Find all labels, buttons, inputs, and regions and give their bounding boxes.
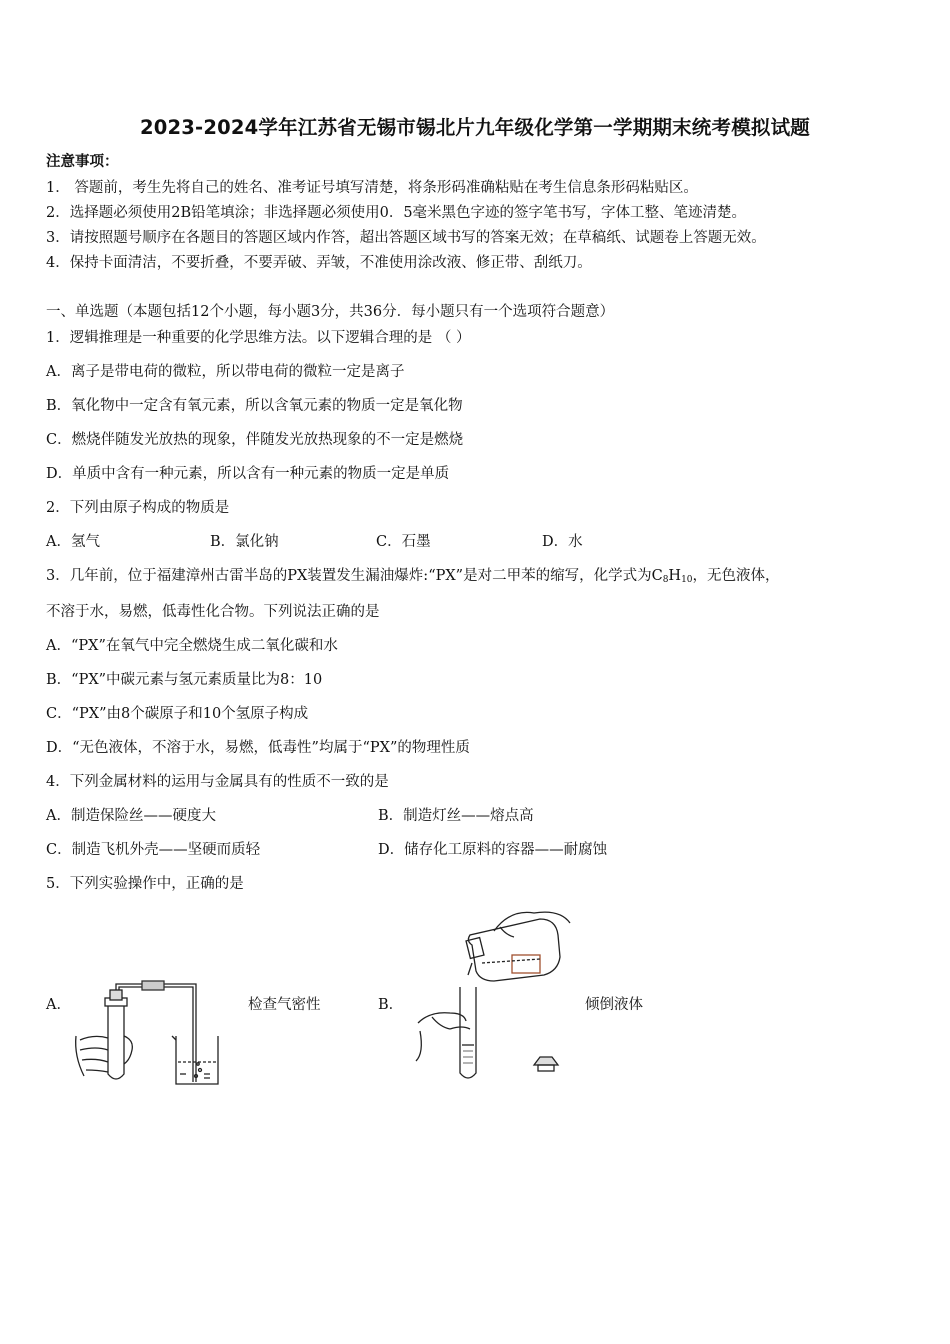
notice-item-3: 3．请按照题号顺序在各题目的答题区域内作答，超出答题区域书写的答案无效；在草稿纸、试题卷上答题无效。 <box>46 230 766 246</box>
q5-option-b-label: 倾倒液体 <box>585 997 643 1013</box>
q2-stem: 2．下列由原子构成的物质是 <box>46 500 230 516</box>
q1-stem: 1．逻辑推理是一种重要的化学思维方法。以下逻辑合理的是 （ ） <box>46 330 471 346</box>
q3-option-d: D．“无色液体，不溶于水，易燃，低毒性”均属于“PX”的物理性质 <box>46 740 470 756</box>
q2-option-a: A．氢气 <box>46 534 100 550</box>
q3-stem-text-a: 3．几年前，位于福建漳州古雷半岛的PX装置发生漏油爆炸:“PX”是对二甲苯的缩写，化学式为C <box>46 568 663 584</box>
notice-item-1: 1． 答题前，考生先将自己的姓名、准考证号填写清楚，将条形码准确粘贴在考生信息条形码粘贴区。 <box>46 180 698 196</box>
q5-stem: 5．下列实验操作中，正确的是 <box>46 876 244 892</box>
q5-option-a-label: 检查气密性 <box>248 997 321 1013</box>
q1-option-a: A．离子是带电荷的微粒，所以带电荷的微粒一定是离子 <box>46 364 405 380</box>
q5-option-b-letter: B． <box>378 997 404 1013</box>
q1-option-c: C．燃烧伴随发光放热的现象，伴随发光放热现象的不一定是燃烧 <box>46 432 464 448</box>
page-title: 2023-2024学年江苏省无锡市锡北片九年级化学第一学期期末统考模拟试题 <box>139 116 811 139</box>
q3-option-a: A．“PX”在氧气中完全燃烧生成二氧化碳和水 <box>46 638 338 654</box>
notice-item-2: 2．选择题必须使用2B铅笔填涂；非选择题必须使用0．5毫米黑色字迹的签字笔书写，字体工整、笔迹清楚。 <box>46 205 747 221</box>
q3-option-b: B．“PX”中碳元素与氢元素质量比为8：10 <box>46 672 323 688</box>
q4-stem: 4．下列金属材料的运用与金属具有的性质不一致的是 <box>46 774 389 790</box>
pouring-liquid-figure <box>410 905 580 1085</box>
notice-item-4: 4．保持卡面清洁，不要折叠，不要弄破、弄皱，不准使用涂改液、修正带、刮纸刀。 <box>46 255 592 271</box>
q2-option-c: C．石墨 <box>376 534 431 550</box>
q4-option-b: B．制造灯丝——熔点高 <box>378 808 534 824</box>
q3-option-c: C．“PX”由8个碳原子和10个氢原子构成 <box>46 706 309 722</box>
notice-heading: 注意事项： <box>46 153 119 170</box>
q4-option-a: A．制造保险丝——硬度大 <box>46 808 216 824</box>
q3-stem-text-b: ，无色液体， <box>692 568 780 584</box>
q3-hydrogen: H <box>668 568 682 584</box>
q4-option-d: D．储存化工原料的容器——耐腐蚀 <box>378 842 608 858</box>
q2-option-b: B．氯化钠 <box>210 534 279 550</box>
q3-stem-line2: 不溶于水，易燃，低毒性化合物。下列说法正确的是 <box>46 604 380 620</box>
section-heading: 一、单选题（本题包括12个小题，每小题3分，共36分．每小题只有一个选项符合题意） <box>46 304 615 320</box>
q3-subscript-hydrogen: 10 <box>681 575 693 585</box>
q5-option-a-letter: A． <box>46 997 71 1013</box>
q1-option-d: D．单质中含有一种元素，所以含有一种元素的物质一定是单质 <box>46 466 450 482</box>
airtightness-check-figure <box>72 978 232 1090</box>
q3-subscript-carbon: 8 <box>662 575 669 585</box>
q1-option-b: B．氧化物中一定含有氧元素，所以含氧元素的物质一定是氧化物 <box>46 398 463 414</box>
q2-option-d: D．水 <box>542 534 583 550</box>
q4-option-c: C．制造飞机外壳——坚硬而质轻 <box>46 842 261 858</box>
q3-stem-line1 <box>46 566 780 590</box>
